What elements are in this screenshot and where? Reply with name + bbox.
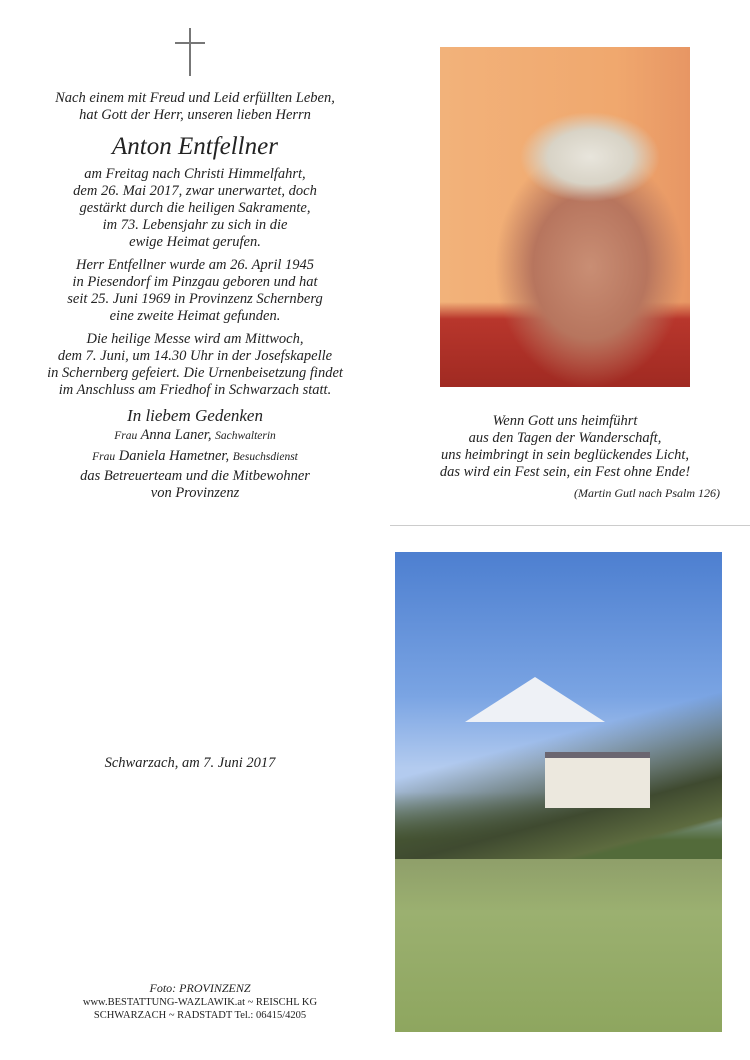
notice-text — [10, 90, 380, 502]
mountain-snow — [465, 677, 605, 722]
death-line: am Freitag nach Christi Himmelfahrt, — [84, 166, 306, 182]
death-text — [10, 166, 380, 251]
quote-line: Wenn Gott uns heimführt — [492, 413, 638, 429]
mourners-extra: das Betreuerteam und die Mitbewohner — [80, 468, 310, 484]
death-line: gestärkt durch die heiligen Sakramente, — [79, 200, 311, 216]
footer — [50, 980, 350, 1022]
deceased-name: Anton Entfellner — [112, 133, 278, 160]
mourner-name: Anna Laner, — [140, 427, 212, 443]
bio-line: Herr Entfellner wurde am 26. April 1945 — [75, 257, 315, 273]
death-line: ewige Heimat gerufen. — [129, 234, 261, 250]
funeral-home-line: www.BESTATTUNG-WAZLAWIK.at ~ REISCHL KG — [82, 997, 318, 1008]
landscape-photo — [395, 552, 722, 1032]
cross-icon — [175, 28, 205, 76]
building — [545, 752, 650, 808]
photo-credit: Foto: PROVINZENZ — [149, 981, 251, 995]
quote-line: aus den Tagen der Wanderschaft, — [468, 430, 662, 446]
fold-divider — [390, 525, 750, 526]
mass-line: im Anschluss am Friedhof in Schwarzach statt. — [58, 382, 332, 398]
mass-line: in Schernberg gefeiert. Die Urnenbeisetzung findet — [47, 365, 343, 381]
mass-line: Die heilige Messe wird am Mittwoch, — [86, 331, 304, 347]
mass-line: dem 7. Juni, um 14.30 Uhr in der Josefskapelle — [57, 348, 333, 364]
mourner-role: Sachwalterin — [215, 430, 276, 442]
mourner — [10, 427, 380, 445]
intro-line: hat Gott der Herr, unseren lieben Herrn — [79, 107, 311, 123]
death-line: im 73. Lebensjahr zu sich in die — [102, 217, 288, 233]
portrait-photo — [440, 47, 690, 387]
intro-line: Nach einem mit Freud und Leid erfüllten Leben, — [55, 90, 335, 106]
quote-source: (Martin Gutl nach Psalm 126) — [574, 486, 720, 500]
mass-text — [10, 331, 380, 399]
funeral-home-contact: SCHWARZACH ~ RADSTADT Tel.: 06415/4205 — [93, 1010, 307, 1021]
intro — [10, 90, 380, 124]
quote — [420, 413, 720, 502]
bio-text — [10, 257, 380, 325]
mourner — [10, 448, 380, 466]
bio-line: seit 25. Juni 1969 in Provinzenz Schernberg — [67, 291, 323, 307]
quote-line: uns heimbringt in sein beglückendes Licht, — [440, 447, 690, 463]
memory-title: In liebem Gedenken — [127, 406, 263, 425]
quote-line: das wird ein Fest sein, ein Fest ohne Ende! — [439, 464, 691, 480]
mourners-extra: von Provinzenz — [150, 485, 240, 501]
bio-line: eine zweite Heimat gefunden. — [109, 308, 281, 324]
bio-line: in Piesendorf im Pinzgau geboren und hat — [72, 274, 318, 290]
mourner-prefix: Frau — [92, 451, 116, 463]
place-date — [50, 755, 330, 772]
mourner-prefix: Frau — [114, 430, 138, 442]
mourner-name: Daniela Hametner, — [118, 448, 230, 464]
place-date-text: Schwarzach, am 7. Juni 2017 — [104, 755, 276, 771]
mourner-role: Besuchsdienst — [232, 451, 298, 463]
death-line: dem 26. Mai 2017, zwar unerwartet, doch — [73, 183, 317, 199]
